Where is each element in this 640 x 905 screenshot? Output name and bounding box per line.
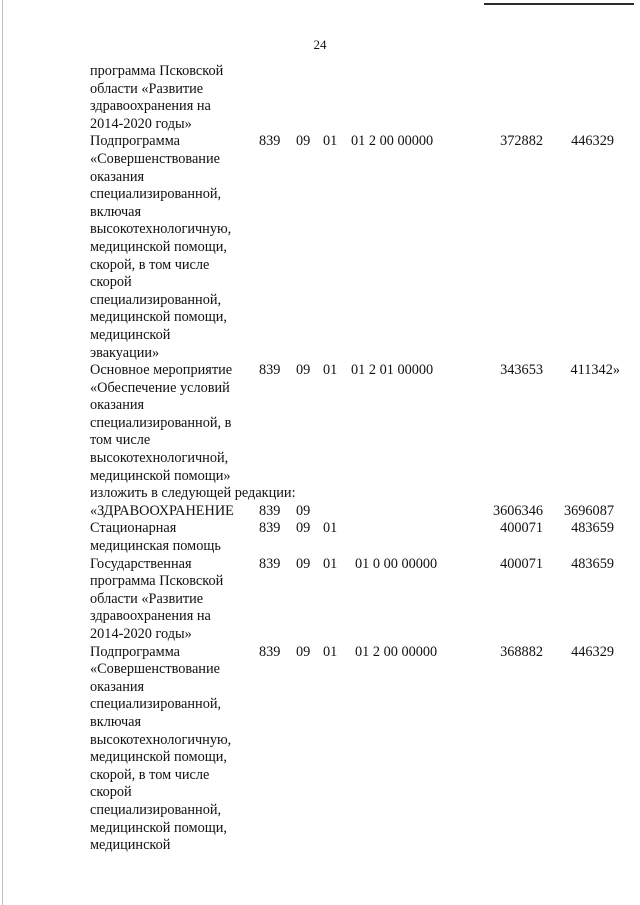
grbs-code: 839 bbox=[259, 643, 281, 660]
amount-year-2: 446329 bbox=[571, 133, 614, 150]
subsection-code: 01 bbox=[323, 643, 338, 660]
row-name: «ЗДРАВООХРАНЕНИЕ bbox=[90, 502, 234, 519]
budget-table bbox=[90, 63, 630, 855]
amount-year-1: 3606346 bbox=[492, 502, 543, 519]
edit-instruction bbox=[90, 485, 630, 503]
section-code: 09 bbox=[296, 555, 311, 572]
subsection-code: 01 bbox=[323, 520, 338, 537]
amount-year-2: 483659 bbox=[571, 520, 614, 537]
target-article-code: 01 0 00 00000 bbox=[355, 555, 438, 572]
row-name: Подпрограмма «Совершенствование оказания специализированной, включая высокотехнологичную, медицинской помощи, скорой, в том числе скорой специализированной, медицинской помощи, медицинской bbox=[90, 643, 232, 854]
table-row bbox=[90, 503, 630, 521]
table-row bbox=[90, 644, 630, 855]
amount-year-1: 372882 bbox=[500, 133, 543, 150]
grbs-code: 839 bbox=[259, 133, 281, 150]
table-row bbox=[90, 520, 630, 555]
grbs-code: 839 bbox=[259, 520, 281, 537]
scan-edge-line bbox=[2, 0, 3, 905]
section-code: 09 bbox=[296, 643, 311, 660]
grbs-code: 839 bbox=[259, 362, 281, 379]
subsection-code: 01 bbox=[323, 362, 338, 379]
target-article-code: 01 2 00 00000 bbox=[355, 643, 438, 660]
header-rule bbox=[484, 3, 634, 5]
section-code: 09 bbox=[296, 133, 311, 150]
section-code: 09 bbox=[296, 502, 311, 519]
page-number: 24 bbox=[313, 37, 327, 52]
row-name: Государственная программа Псковской области «Развитие здравоохранения на 2014-2020 годы» bbox=[90, 555, 224, 642]
grbs-code: 839 bbox=[259, 502, 281, 519]
amount-year-2: 411342» bbox=[570, 362, 620, 379]
table-row bbox=[90, 133, 630, 362]
table-row bbox=[90, 556, 630, 644]
amount-year-1: 368882 bbox=[500, 643, 543, 660]
row-name: Основное мероприятие «Обеспечение условий оказания специализированной, в том числе высокотехнологичной, медицинской помощи» bbox=[90, 362, 233, 484]
grbs-code: 839 bbox=[259, 555, 281, 572]
row-name: Подпрограмма «Совершенствование оказания специализированной, включая высокотехнологичную, медицинской помощи, скорой, в том числе скорой специализированной, медицинской помощи, медицинской эвакуации» bbox=[90, 133, 232, 361]
amount-year-2: 483659 bbox=[571, 555, 614, 572]
amount-year-1: 400071 bbox=[500, 555, 543, 572]
row-name: программа Псковской области «Развитие здравоохранения на 2014-2020 годы» bbox=[90, 63, 224, 132]
subsection-code: 01 bbox=[323, 133, 338, 150]
row-name: Стационарная медицинская помощь bbox=[90, 520, 221, 555]
target-article-code: 01 2 01 00000 bbox=[351, 362, 434, 379]
table-row bbox=[90, 63, 630, 133]
target-article-code: 01 2 00 00000 bbox=[351, 133, 434, 150]
table-row bbox=[90, 362, 630, 485]
amount-year-1: 400071 bbox=[500, 520, 543, 537]
amount-year-2: 446329 bbox=[571, 643, 614, 660]
edit-instruction-text: изложить в следующей редакции: bbox=[90, 485, 296, 502]
amount-year-1: 343653 bbox=[500, 362, 543, 379]
section-code: 09 bbox=[296, 362, 311, 379]
amount-year-2: 3696087 bbox=[563, 502, 614, 519]
subsection-code: 01 bbox=[323, 555, 338, 572]
section-code: 09 bbox=[296, 520, 311, 537]
